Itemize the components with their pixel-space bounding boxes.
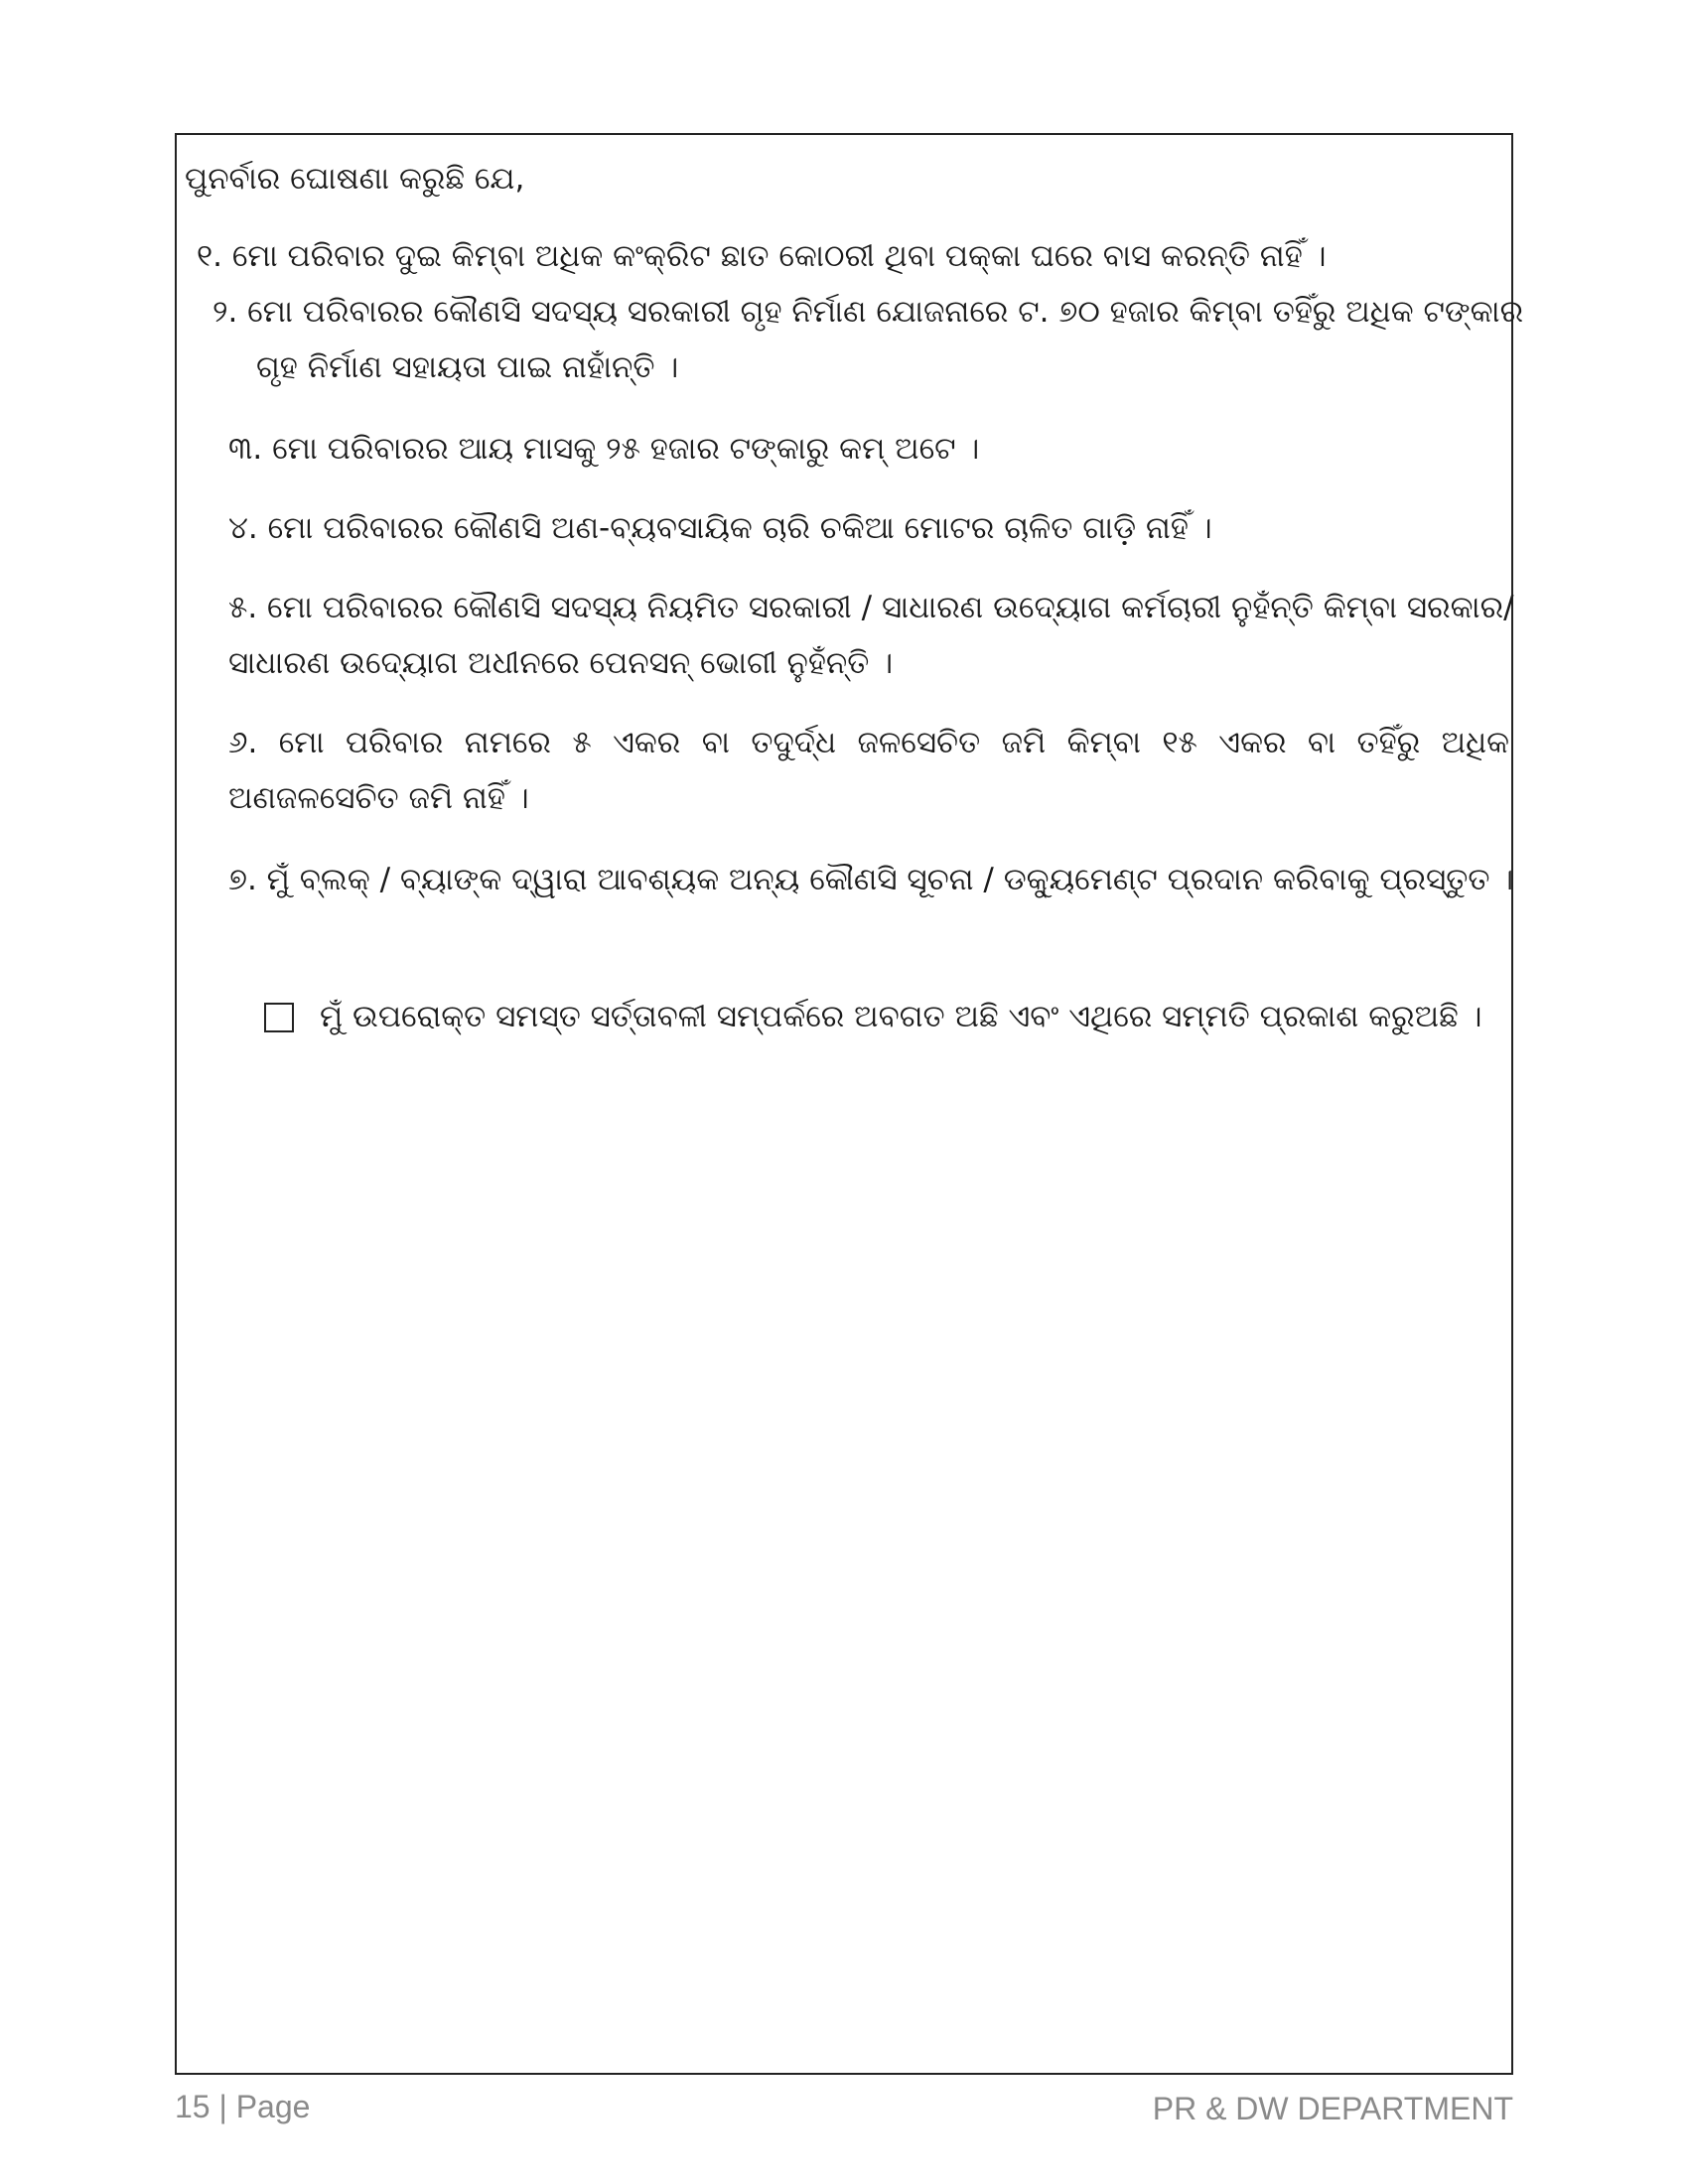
declaration-item-1: ୧. ମୋ ପରିବାର ଦୁଇ କିମ୍ବା ଅଧିକ କଂକ୍ରିଟ ଛାତ କୋଠରୀ ଥିବା ପକ୍କା ଘରେ ବାସ କରନ୍ତି ନାହିଁ । xyxy=(197,238,1327,274)
declaration-item-5: ୫. ମୋ ପରିବାରର କୌଣସି ସଦସ୍ୟ ନିୟମିତ ସରକାରୀ / ସାଧାରଣ ଉଦ୍ୟୋଗ କର୍ମଚାରୀ ନୁହଁନ୍ତି କିମ୍ବା ସରକାର/ xyxy=(228,590,1514,625)
page-label: Page xyxy=(235,2089,311,2124)
declaration-item-4: ୪. ମୋ ପରିବାରର କୌଣସି ଅଣ-ବ୍ୟବସାୟିକ ଚାରି ଚକିଆ ମୋଟର ଚାଳିତ ଗାଡ଼ି ନାହିଁ । xyxy=(228,510,1212,546)
declaration-intro: ପୁନର୍ବାର ଘୋଷଣା କରୁଛି ଯେ, xyxy=(185,161,525,197)
declaration-item-5-continued: ସାଧାରଣ ଉଦ୍ୟୋଗ ଅଧୀନରେ ପେନସନ୍ ଭୋଗୀ ନୁହଁନ୍ତି । xyxy=(228,645,894,681)
declaration-item-2-continued: ଗୃହ ନିର୍ମାଣ ସହାୟତା ପାଇ ନାହାଁନ୍ତି । xyxy=(256,349,679,385)
declaration-frame xyxy=(175,133,1513,2075)
page-number: 15 xyxy=(175,2089,211,2124)
consent-checkbox[interactable] xyxy=(264,1003,294,1032)
department-name: PR & DW DEPARTMENT xyxy=(1152,2091,1513,2126)
consent-label: ମୁଁ ଉପରୋକ୍ତ ସମସ୍ତ ସର୍ତ୍ତାବଳୀ ସମ୍ପର୍କରେ ଅବଗତ ଅଛି ଏବଂ ଏଥିରେ ସମ୍ମତି ପ୍ରକାଶ କରୁଅଛି । xyxy=(320,999,1482,1034)
declaration-item-6: ୬. ମୋ ପରିବାର ନାମରେ ୫ ଏକର ବା ତଦୁର୍ଦ୍ଧ ଜଳସେଚିତ ଜମି କିମ୍ବା ୧୫ ଏକର ବା ତହିଁରୁ ଅଧିକ xyxy=(228,725,1509,760)
declaration-item-6-continued: ଅଣଜଳସେଚିତ ଜମି ନାହିଁ । xyxy=(228,780,529,816)
page-footer-left xyxy=(175,2089,310,2125)
declaration-item-7: ୭. ମୁଁ ବ୍ଲକ୍ / ବ୍ୟାଙ୍କ ଦ୍ୱାରା ଆବଶ୍ୟକ ଅନ୍ୟ କୌଣସି ସୂଚନା / ଡକ୍ୟୁମେଣ୍ଟ ପ୍ରଦାନ କରିବାକୁ ପ୍ରସ୍ତୁତ । xyxy=(228,862,1514,897)
declaration-item-3: ୩. ମୋ ପରିବାରର ଆୟ ମାସକୁ ୨୫ ହଜାର ଟଙ୍କାରୁ କମ୍ ଅଟେ । xyxy=(228,431,980,467)
declaration-item-2: ୨. ମୋ ପରିବାରର କୌଣସି ସଦସ୍ୟ ସରକାରୀ ଗୃହ ନିର୍ମାଣ ଯୋଜନାରେ ଟ. ୭୦ ହଜାର କିମ୍ବା ତହିଁରୁ ଅଧିକ ଟଙ୍କାର xyxy=(212,294,1524,330)
page-separator: | xyxy=(210,2089,236,2124)
